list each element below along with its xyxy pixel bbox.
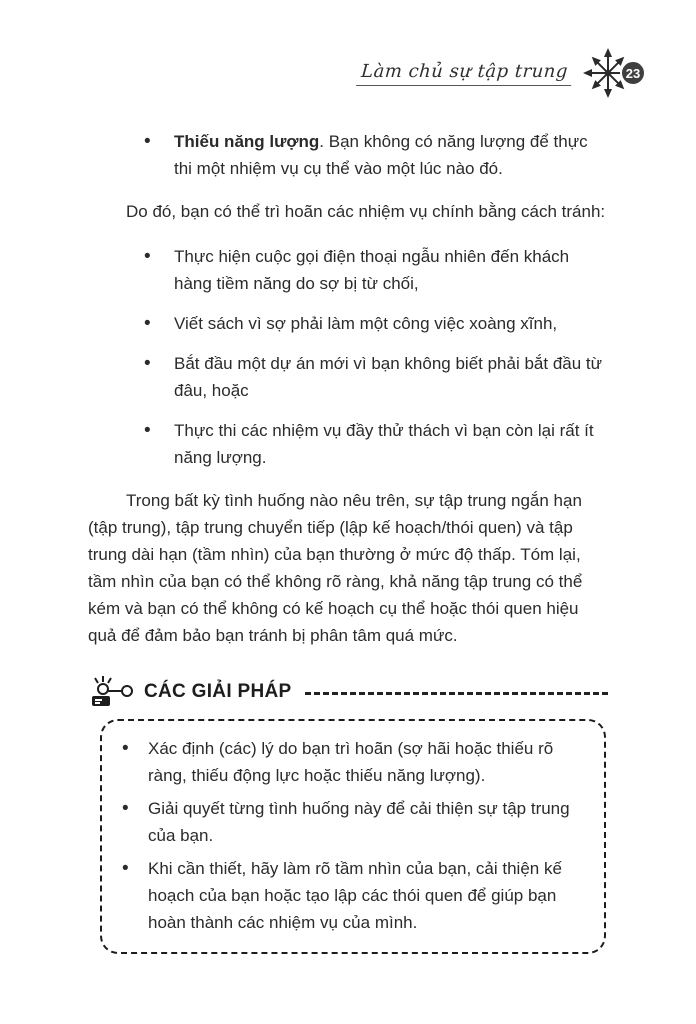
list-item — [88, 310, 608, 337]
bullet-dot-icon: • — [122, 738, 129, 759]
list-item-text: Bắt đầu một dự án mới vì bạn không biết phải bắt đầu từ đâu, hoặc — [174, 354, 603, 400]
bullet-dot-icon: • — [122, 798, 129, 819]
intro-bullet-item — [88, 128, 608, 182]
intro-bullet-rest: . Bạn không có năng lượng để thực thi một nhiệm vụ cụ thể vào một lúc nào đó. — [174, 132, 588, 178]
solution-item — [116, 855, 586, 936]
list-item-text: Thực hiện cuộc gọi điện thoại ngẫu nhiên đến khách hàng tiềm năng do sợ bị từ chối, — [174, 247, 570, 293]
bullet-dot-icon: • — [144, 313, 151, 334]
lightbulb-key-icon — [88, 675, 136, 707]
solutions-box — [100, 719, 606, 954]
bullet-dot-icon: • — [144, 353, 151, 374]
list-item-text: Viết sách vì sợ phải làm một công việc xoàng xĩnh, — [174, 314, 558, 333]
bullet-dot-icon: • — [144, 246, 151, 267]
solution-item-text: Khi cần thiết, hãy làm rõ tầm nhìn của bạn, cải thiện kế hoạch của bạn hoặc tạo lập các thói quen để giúp bạn hoàn thành các nhiệm vụ của mình. — [148, 859, 562, 932]
solution-item — [116, 735, 586, 789]
intro-bullet-lead: Thiếu năng lượng — [174, 132, 320, 151]
running-title: Làm chủ sự tập trung — [356, 61, 573, 86]
page-content — [88, 128, 608, 954]
dashed-divider — [305, 692, 608, 695]
solutions-header — [88, 675, 608, 707]
bullet-dot-icon: • — [144, 420, 151, 441]
paragraph-2: Trong bất kỳ tình huống nào nêu trên, sự tập trung ngắn hạn (tập trung), tập trung chuyển tiếp (lập kế hoạch/thói quen) và tập trung dài hạn (tầm nhìn) của bạn thường ở mức độ thấp. Tóm lại, tầm nhìn của bạn có thể không rõ ràng, khả năng tập trung có thể kém và bạn có thể không có kế hoạch cụ thể hoặc thói quen hiệu quả để đảm bảo bạn tránh bị phân tâm quá mức. — [88, 491, 583, 645]
solution-item-text: Xác định (các) lý do bạn trì hoãn (sợ hãi hoặc thiếu rõ ràng, thiếu động lực hoặc thiếu năng lượng). — [148, 739, 554, 785]
solution-item-text: Giải quyết từng tình huống này để cải thiện sự tập trung của bạn. — [148, 799, 570, 845]
header-ornament — [578, 44, 644, 102]
list-item — [88, 350, 608, 404]
avoid-list — [88, 243, 608, 471]
bullet-dot-icon: • — [122, 858, 129, 879]
page-header — [0, 44, 644, 102]
list-item — [88, 243, 608, 297]
bullet-dot-icon: • — [144, 131, 151, 152]
list-item — [88, 417, 608, 471]
list-item-text: Thực thi các nhiệm vụ đầy thử thách vì bạn còn lại rất ít năng lượng. — [174, 421, 594, 467]
paragraph-1: Do đó, bạn có thể trì hoãn các nhiệm vụ chính bằng cách tránh: — [126, 202, 606, 221]
page-number-badge: 23 — [620, 60, 646, 86]
solutions-title: CÁC GIẢI PHÁP — [144, 680, 292, 702]
intro-bullet-text — [174, 128, 608, 182]
solution-item — [116, 795, 586, 849]
